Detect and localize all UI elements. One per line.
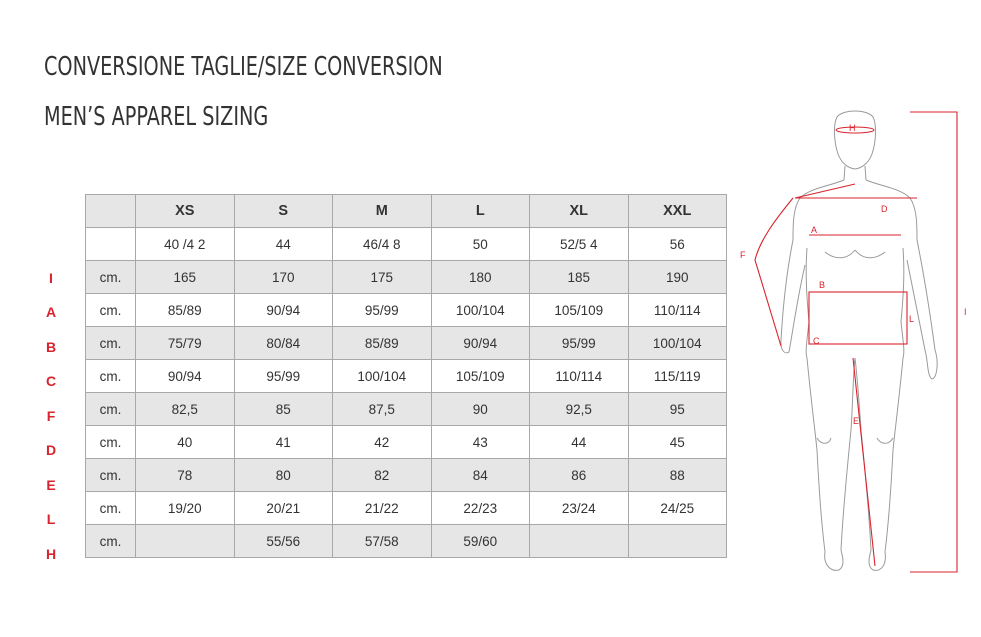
header-corner-cell: [86, 195, 136, 228]
table-row-i: [86, 261, 727, 294]
row-letter-h: H: [45, 546, 57, 562]
value-cell: 84: [431, 459, 530, 492]
value-cell: 90/94: [234, 294, 333, 327]
size-header-l: L: [431, 195, 530, 228]
label-c: C: [813, 336, 820, 346]
unit-cell: cm.: [86, 261, 136, 294]
value-cell: 92,5: [530, 393, 629, 426]
size-header-m: M: [333, 195, 432, 228]
value-cell: 21/22: [333, 492, 432, 525]
value-cell: 40: [136, 426, 235, 459]
value-cell: 20/21: [234, 492, 333, 525]
row-letter-c: C: [45, 373, 57, 389]
value-cell: [136, 525, 235, 558]
unit-cell: cm.: [86, 360, 136, 393]
size-header-xs: XS: [136, 195, 235, 228]
measure-line-b: [809, 292, 907, 344]
value-cell: 85/89: [136, 294, 235, 327]
table-row-c: [86, 360, 727, 393]
value-cell: 110/114: [530, 360, 629, 393]
value-cell: 55/56: [234, 525, 333, 558]
body-measurement-figure: [735, 100, 975, 582]
unit-cell: cm.: [86, 525, 136, 558]
unit-cell: cm.: [86, 327, 136, 360]
value-cell: 190: [628, 261, 727, 294]
row-letter-l: L: [46, 511, 56, 527]
value-cell: 19/20: [136, 492, 235, 525]
value-cell: 44: [530, 426, 629, 459]
value-cell: 23/24: [530, 492, 629, 525]
size-header-s: S: [234, 195, 333, 228]
table-row-a: [86, 294, 727, 327]
unit-cell: cm.: [86, 294, 136, 327]
eu-size-row: [86, 228, 727, 261]
value-cell: 86: [530, 459, 629, 492]
value-cell: 100/104: [628, 327, 727, 360]
eu-size-label-cell: [86, 228, 136, 261]
row-letter-b: B: [45, 339, 57, 355]
value-cell: 105/109: [530, 294, 629, 327]
value-cell: 87,5: [333, 393, 432, 426]
size-header-xxl: XXL: [628, 195, 727, 228]
value-cell: 43: [431, 426, 530, 459]
eu-size-cell: 40 /4 2: [136, 228, 235, 261]
value-cell: [530, 525, 629, 558]
value-cell: 180: [431, 261, 530, 294]
table-row-l: [86, 492, 727, 525]
label-l: L: [909, 314, 915, 324]
table-row-f: [86, 393, 727, 426]
value-cell: 105/109: [431, 360, 530, 393]
value-cell: 41: [234, 426, 333, 459]
value-cell: 88: [628, 459, 727, 492]
eu-size-cell: 46/4 8: [333, 228, 432, 261]
value-cell: 90/94: [431, 327, 530, 360]
unit-cell: cm.: [86, 459, 136, 492]
label-a: A: [811, 225, 818, 235]
value-cell: 45: [628, 426, 727, 459]
value-cell: 95: [628, 393, 727, 426]
table-row-h: [86, 525, 727, 558]
value-cell: 75/79: [136, 327, 235, 360]
value-cell: 185: [530, 261, 629, 294]
value-cell: [628, 525, 727, 558]
value-cell: 95/99: [530, 327, 629, 360]
label-b: B: [819, 280, 826, 290]
row-letter-d: D: [45, 442, 57, 458]
row-letter-a: A: [45, 304, 57, 320]
size-table: [85, 194, 727, 558]
value-cell: 100/104: [431, 294, 530, 327]
table-row-d: [86, 426, 727, 459]
size-header-xl: XL: [530, 195, 629, 228]
value-cell: 82,5: [136, 393, 235, 426]
table-header-row: [86, 195, 727, 228]
value-cell: 115/119: [628, 360, 727, 393]
body-outline: [781, 111, 937, 570]
row-letter-e: E: [46, 477, 56, 493]
label-d: D: [881, 204, 888, 214]
row-letter-i: I: [49, 270, 53, 286]
eu-size-cell: 52/5 4: [530, 228, 629, 261]
unit-cell: cm.: [86, 492, 136, 525]
value-cell: 165: [136, 261, 235, 294]
value-cell: 95/99: [234, 360, 333, 393]
value-cell: 22/23: [431, 492, 530, 525]
table-row-e: [86, 459, 727, 492]
value-cell: 59/60: [431, 525, 530, 558]
value-cell: 90/94: [136, 360, 235, 393]
value-cell: 57/58: [333, 525, 432, 558]
value-cell: 80: [234, 459, 333, 492]
unit-cell: cm.: [86, 426, 136, 459]
label-h: H: [849, 123, 856, 133]
value-cell: 175: [333, 261, 432, 294]
table-row-b: [86, 327, 727, 360]
measure-line-e: [853, 358, 875, 566]
eu-size-cell: 50: [431, 228, 530, 261]
label-i: I: [964, 307, 967, 317]
value-cell: 110/114: [628, 294, 727, 327]
unit-cell: cm.: [86, 393, 136, 426]
value-cell: 170: [234, 261, 333, 294]
value-cell: 90: [431, 393, 530, 426]
eu-size-cell: 44: [234, 228, 333, 261]
row-letter-f: F: [46, 408, 56, 424]
value-cell: 78: [136, 459, 235, 492]
value-cell: 42: [333, 426, 432, 459]
value-cell: 100/104: [333, 360, 432, 393]
value-cell: 24/25: [628, 492, 727, 525]
eu-size-cell: 56: [628, 228, 727, 261]
page-title: CONVERSIONE TAGLIE/SIZE CONVERSION: [44, 52, 443, 82]
label-f: F: [740, 250, 746, 260]
value-cell: 95/99: [333, 294, 432, 327]
page-subtitle: MEN’S APPAREL SIZING: [44, 102, 269, 132]
value-cell: 80/84: [234, 327, 333, 360]
value-cell: 85: [234, 393, 333, 426]
measurement-lines: [755, 112, 957, 572]
value-cell: 85/89: [333, 327, 432, 360]
label-e: E: [853, 416, 860, 426]
value-cell: 82: [333, 459, 432, 492]
